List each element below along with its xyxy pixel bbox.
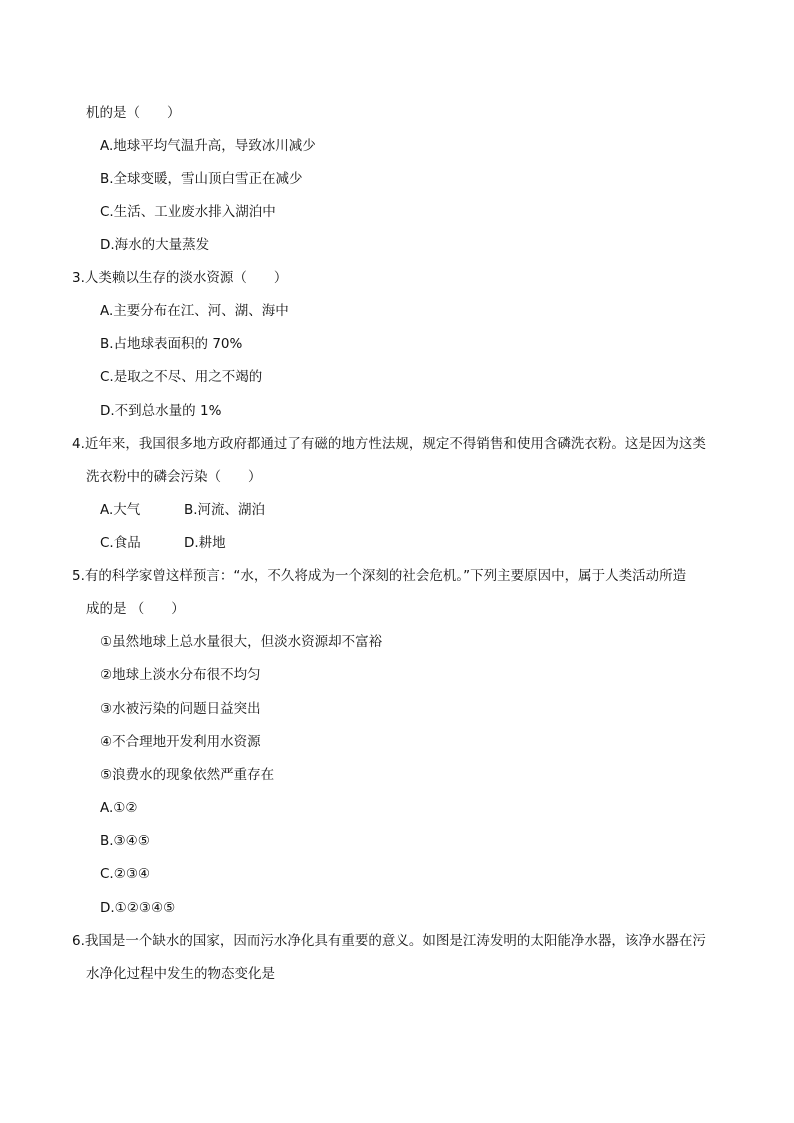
q4-option-b: B.河流、湖泊 (184, 502, 266, 518)
q2-option-c: C.生活、工业废水排入湖泊中 (100, 204, 276, 220)
q3-option-c: C.是取之不尽、用之不竭的 (100, 369, 263, 385)
q5-option-b: B.③④⑤ (100, 833, 150, 849)
q3-option-d: D.不到总水量的 1% (100, 403, 222, 419)
q3-option-a: A.主要分布在江、河、湖、海中 (100, 303, 289, 319)
q4-option-d: D.耕地 (184, 535, 226, 551)
q5-stem-line-1: 5.有的科学家曾这样预言：“水，不久将成为一个深刻的社会危机。”下列主要原因中，属于人类活动所造 (72, 568, 687, 584)
q5-statement-2: ②地球上淡水分布很不均匀 (100, 667, 261, 683)
q5-statement-5: ⑤浪费水的现象依然严重存在 (100, 767, 275, 783)
q3-option-b: B.占地球表面积的 70% (100, 336, 243, 352)
q2-stem-tail: 机的是（ ） (86, 105, 181, 121)
q5-option-a: A.①② (100, 800, 138, 816)
q3-stem: 3.人类赖以生存的淡水资源（ ） (72, 270, 288, 286)
q4-option-c: C.食品 (100, 535, 141, 551)
q5-statement-4: ④不合理地开发利用水资源 (100, 734, 261, 750)
q2-option-d: D.海水的大量蒸发 (100, 237, 210, 253)
q5-statement-3: ③水被污染的问题日益突出 (100, 701, 261, 717)
q4-stem-line-2: 洗衣粉中的磷会污染（ ） (86, 469, 262, 485)
q5-option-d: D.①②③④⑤ (100, 900, 176, 916)
q6-stem-line-2: 水净化过程中发生的物态变化是 (86, 966, 275, 982)
q5-option-c: C.②③④ (100, 866, 151, 882)
q2-option-b: B.全球变暖，雪山顶白雪正在减少 (100, 171, 303, 187)
q4-option-a: A.大气 (100, 502, 141, 518)
q4-stem-line-1: 4.近年来，我国很多地方政府都通过了有磁的地方性法规，规定不得销售和使用含磷洗衣粉。这是因为这类 (72, 436, 706, 452)
q5-stem-line-2: 成的是 （ ） (86, 601, 185, 617)
q6-stem-line-1: 6.我国是一个缺水的国家，因而污水净化具有重要的意义。如图是江涛发明的太阳能净水器，该净水器在污 (72, 933, 706, 949)
q5-statement-1: ①虽然地球上总水量很大，但淡水资源却不富裕 (100, 634, 383, 650)
q2-option-a: A.地球平均气温升高，导致冰川减少 (100, 138, 316, 154)
